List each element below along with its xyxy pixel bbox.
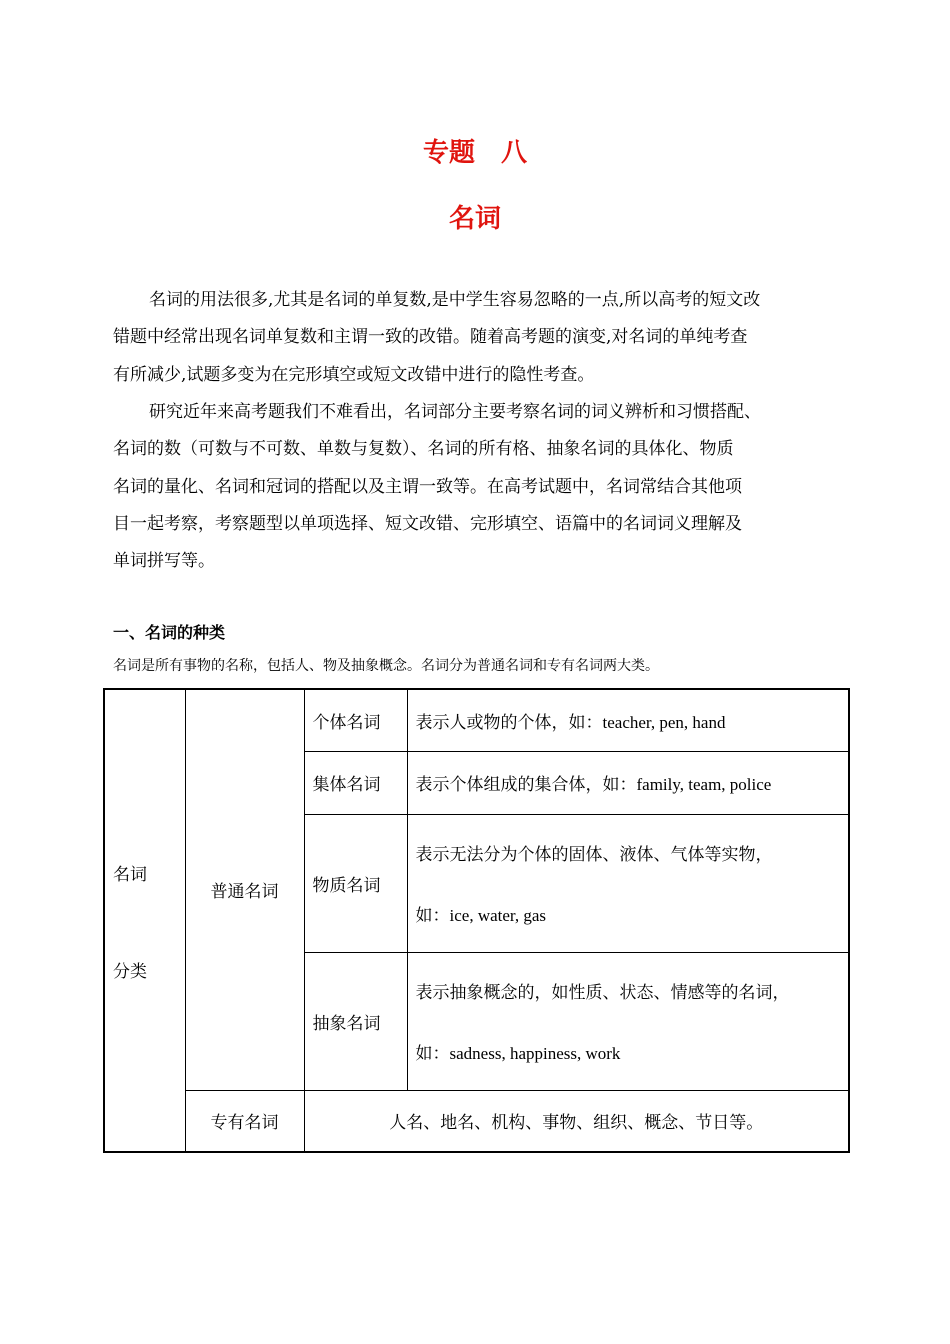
proper-noun-desc: 人名、地名、机构、事物、组织、概念、节日等。 [304, 1090, 849, 1152]
paragraph-line: 单词拼写等。 [113, 551, 215, 572]
proper-noun-label: 专有名词 [185, 1090, 304, 1152]
noun-type: 抽象名词 [304, 952, 407, 1090]
section-description: 名词是所有事物的名称，包括人、物及抽象概念。名词分为普通名词和专有名词两大类。 [113, 658, 659, 674]
noun-desc: 表示个体组成的集合体，如：family, team, police [407, 751, 849, 814]
noun-desc: 表示抽象概念的，如性质、状态、情感等的名词， 如：sadness, happiness, work [407, 952, 849, 1090]
intro-paragraph-1 [113, 282, 843, 394]
noun-type: 物质名词 [304, 814, 407, 952]
noun-type: 个体名词 [304, 689, 407, 751]
root-label-1: 名词 [113, 864, 147, 885]
paragraph-line: 名词的用法很多,尤其是名词的单复数,是中学生容易忽略的一点,所以高考的短文改 [149, 290, 761, 310]
subject-title: 名词 [448, 204, 501, 234]
section-heading: 一、名词的种类 [113, 623, 226, 642]
paragraph-line: 错题中经常出现名词单复数和主谓一致的改错。随着高考题的演变,对名词的单纯考查 [113, 327, 748, 348]
root-label-2: 分类 [113, 961, 147, 982]
paragraph-line: 研究近年来高考题我们不难看出，名词部分主要考察名词的词义辨析和习惯搭配、 [149, 402, 761, 422]
noun-desc: 表示无法分为个体的固体、液体、气体等实物， 如：ice, water, gas [407, 814, 849, 952]
paragraph-line: 名词的量化、名词和冠词的搭配以及主谓一致等。在高考试题中，名词常结合其他项 [113, 476, 742, 497]
intro-paragraph-2 [113, 394, 843, 580]
topic-title: 专题 八 [422, 138, 527, 168]
paragraph-line: 目一起考察，考察题型以单项选择、短文改错、完形填空、语篇中的名词词义理解及 [113, 513, 742, 534]
root-cell [104, 689, 185, 1152]
noun-desc: 表示人或物的个体，如：teacher, pen, hand [407, 689, 849, 751]
common-noun-label: 普通名词 [185, 689, 304, 1090]
noun-type: 集体名词 [304, 751, 407, 814]
paragraph-line: 有所减少,试题多变为在完形填空或短文改错中进行的隐性考查。 [113, 364, 595, 385]
paragraph-line: 名词的数（可数与不可数、单数与复数）、名词的所有格、抽象名词的具体化、物质 [113, 439, 734, 460]
noun-classification-table [103, 688, 850, 1153]
